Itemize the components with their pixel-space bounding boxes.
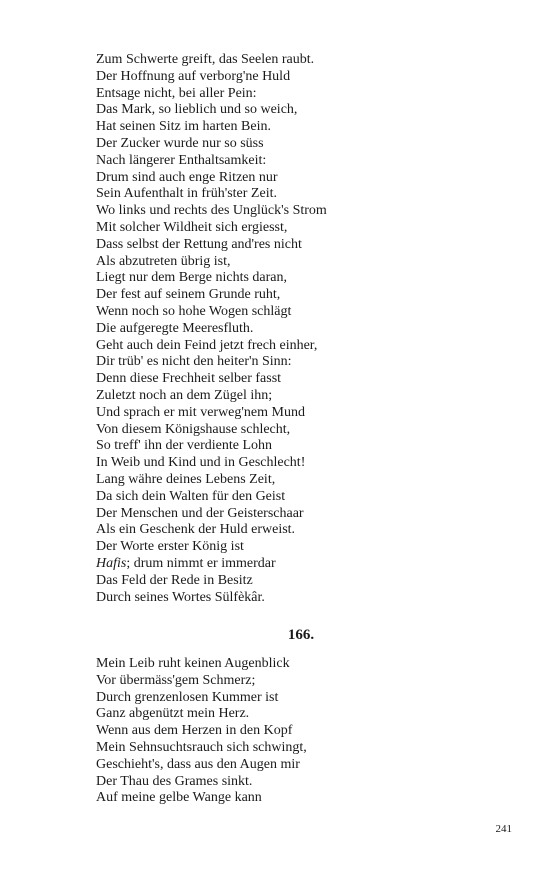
verse-line: Als abzutreten übrig ist,	[96, 253, 231, 269]
verse-line: Ganz abgenützt mein Herz.	[96, 706, 250, 722]
verse-line: In Weib und Kind und in Geschlecht!	[96, 455, 306, 471]
verse-line: Zum Schwerte greift, das Seelen raubt.	[96, 52, 315, 67]
poem-166	[96, 656, 307, 807]
verse-line: Entsage nicht, bei aller Pein:	[96, 85, 257, 101]
verse-line: Durch grenzenlosen Kummer ist	[96, 689, 279, 705]
verse-line: Lang währe deines Lebens Zeit,	[96, 471, 276, 487]
verse-line: Auf meine gelbe Wange kann	[96, 790, 262, 806]
verse-line: Der Worte erster König ist	[96, 539, 244, 555]
verse-line: Der Zucker wurde nur so süss	[96, 135, 264, 151]
verse-line: So treff' ihn der verdiente Lohn	[96, 438, 273, 454]
verse-line: Mein Sehnsuchtsrauch sich schwingt,	[96, 739, 307, 755]
verse-line: Zuletzt noch an dem Zügel ihn;	[96, 387, 273, 403]
verse-line: Da sich dein Walten für den Geist	[96, 488, 286, 504]
page-number: 241	[495, 823, 512, 835]
verse-line: Mein Leib ruht keinen Augenblick	[96, 656, 290, 671]
verse-line: Liegt nur dem Berge nichts daran,	[96, 270, 288, 286]
verse-line: Dass selbst der Rettung and'res nicht	[96, 236, 302, 252]
verse-line: Der Thau des Grames sinkt.	[96, 773, 253, 789]
poet-name: Hafis	[96, 555, 127, 571]
verse-line: Als ein Geschenk der Huld erweist.	[96, 522, 296, 538]
verse-line: Durch seines Wortes Sülfèkâr.	[96, 589, 265, 605]
verse-line: Das Feld der Rede in Besitz	[96, 572, 253, 588]
verse-line-with-name	[96, 556, 327, 573]
poem-165-continued	[96, 52, 327, 606]
verse-line: Der fest auf seinem Grunde ruht,	[96, 287, 281, 303]
verse-line: Dir trüb' es nicht den heiter'n Sinn:	[96, 354, 292, 370]
verse-line: Wenn aus dem Herzen in den Kopf	[96, 723, 293, 739]
verse-line: Von diesem Königshause schlecht,	[96, 421, 291, 437]
verse-line: Nach längerer Enthaltsamkeit:	[96, 152, 267, 168]
verse-line: Vor übermäss'gem Schmerz;	[96, 672, 256, 688]
verse-line: Die aufgeregte Meeresfluth.	[96, 320, 254, 336]
verse-line: Hat seinen Sitz im harten Bein.	[96, 119, 271, 135]
verse-line: Denn diese Frechheit selber fasst	[96, 371, 282, 387]
verse-line: Der Menschen und der Geisterschaar	[96, 505, 304, 521]
verse-line: Der Hoffnung auf verborg'ne Huld	[96, 68, 291, 84]
verse-line: Wo links und rechts des Unglück's Strom	[96, 203, 327, 219]
verse-line: Und sprach er mit verweg'nem Mund	[96, 404, 305, 420]
verse-line: Mit solcher Wildheit sich ergiesst,	[96, 219, 288, 235]
verse-line: Drum sind auch enge Ritzen nur	[96, 169, 278, 185]
poem-number-heading: 166.	[287, 627, 315, 643]
verse-line: Das Mark, so lieblich und so weich,	[96, 102, 298, 118]
verse-line: Sein Aufenthalt in früh'ster Zeit.	[96, 186, 277, 202]
verse-line: Geht auch dein Feind jetzt frech einher,	[96, 337, 318, 353]
verse-line: Wenn noch so hohe Wogen schlägt	[96, 303, 292, 319]
verse-line: Geschieht's, dass aus den Augen mir	[96, 756, 300, 772]
verse-line-rest: ; drum nimmt er immerdar	[126, 555, 276, 571]
